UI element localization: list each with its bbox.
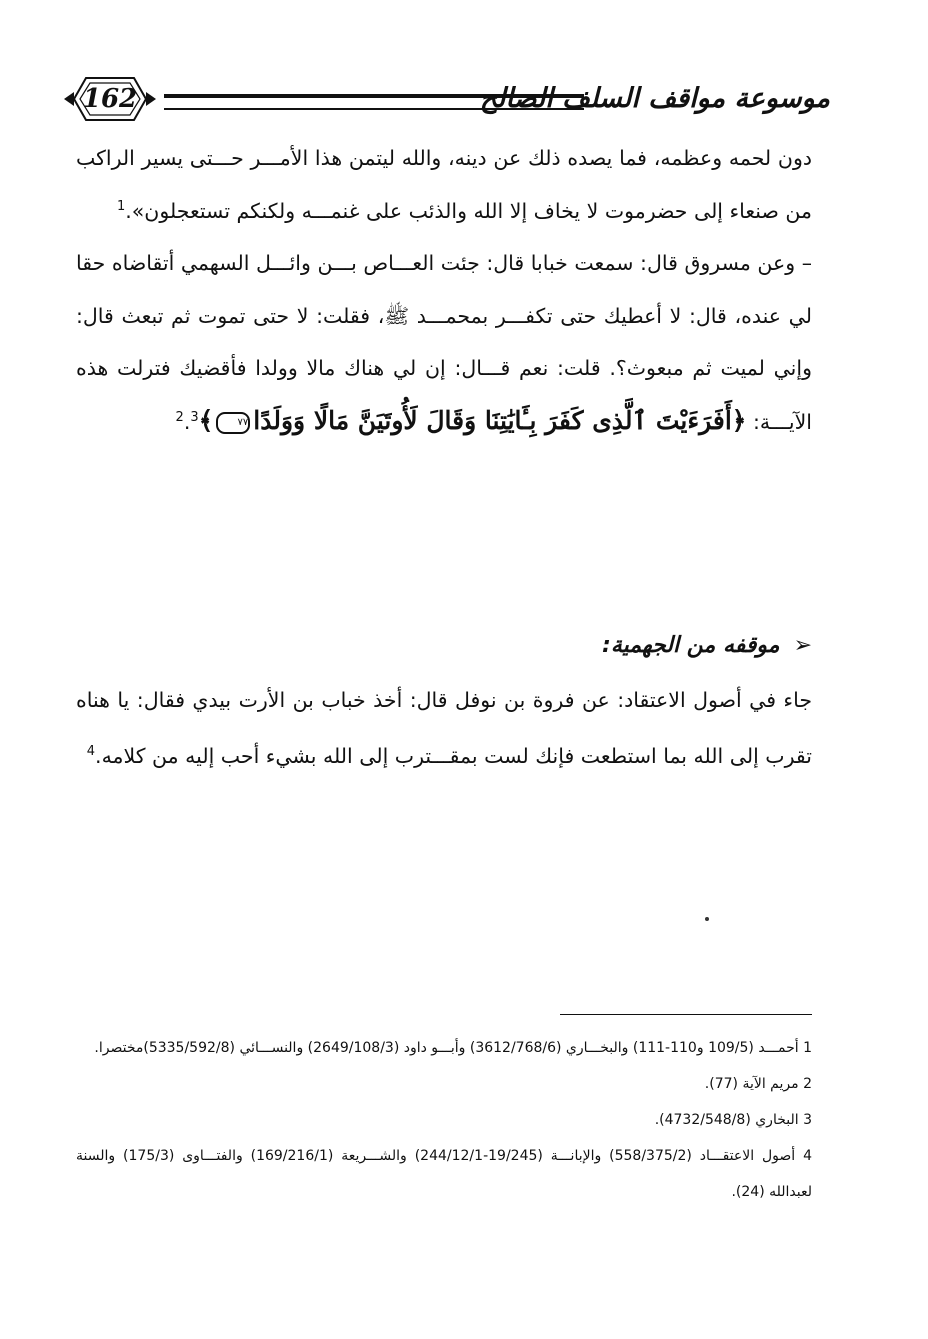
footnote-ref-1: 1 [116,198,126,214]
paragraph-2 [76,237,812,448]
end-period: . [183,409,191,434]
paragraph-2-text: – وعن مسروق قال: سمعت خبابا قال: جئت العـــاص بـــن وائـــل السهمي أتقاضاه حقا لي عنده، قال: لا أعطيك حتى تكفـــر بمحمـــد ﷺ، فقلت: لا حتى تموت ثم تبعث قال: وإني لميت ثم مبعوث؟. قلت: نعم قـــال: إن لي هناك مالا وولدا فأقضيك فترلت هذه الآيـــة: [76,251,812,434]
paragraph-3-text: جاء في أصول الاعتقاد: عن فروة بن نوفل قال: أخذ خباب بن الأرت بيدي فقال: يا هناه تقرب إلى الله بما استطعت فإنك لست بمقـــترب إلى الله بشيء أحب إليه من كلامه. [76,688,812,768]
section-heading-text: موقفه من الجهمية: [602,633,780,658]
section-text [76,672,812,784]
footnote-1: 1 أحمـــد (109/5 و110-111) والبخـــاري (3612/768/6) وأبـــو داود (2649/108/3) والنســـائي (5335/592/8)مختصرا. [94,1040,812,1056]
footnote-ref-4: 4 [86,744,96,760]
paragraph-3 [76,672,812,784]
footnote-separator [560,1014,812,1015]
main-text [76,132,812,448]
arrow-bullet-icon: ➢ [793,633,812,658]
quran-close-bracket: ﴾ [198,405,214,435]
footnote-4: 4 أصول الاعتقـــاد (558/375/2) والإبانـــة (19/245-244/12/1) والشـــريعة (169/216/1) والفتـــاوى (175/3) والسنة لعبدالله (24). [76,1148,812,1200]
series-title: موسوعة مواقف السلف الصالح [479,83,830,114]
ayah-number-icon: ٧٧ [216,412,250,434]
section-heading [412,622,812,670]
footnote-ref-3: 3 [190,409,199,425]
page-number-badge [60,72,160,126]
page-header [60,64,830,132]
paragraph-1 [76,132,812,237]
footnote-2: 2 مريم الآية (77). [704,1076,812,1092]
paragraph-1-text: دون لحمه وعظمه، فما يصده ذلك عن دينه، والله ليتمن هذا الأمـــر حـــتى يسير الراكب من صنعاء إلى حضرموت لا يخاف إلا الله والذئب على غنمـــه ولكنكم تستعجلون». [76,146,812,223]
page-number: 162 [82,84,138,114]
stray-dot [705,917,709,921]
quran-verse: ﴿أَفَرَءَيْتَ ٱلَّذِى كَفَرَ بِـَٔايَٰتِنَا وَقَالَ لَأُوتَيَنَّ مَالًا وَوَلَدًا [253,405,747,435]
footnote-3: 3 البخاري (4732/548/8). [654,1112,812,1128]
footnote-ref-2: 2 [175,409,184,425]
footnotes [76,1030,812,1210]
